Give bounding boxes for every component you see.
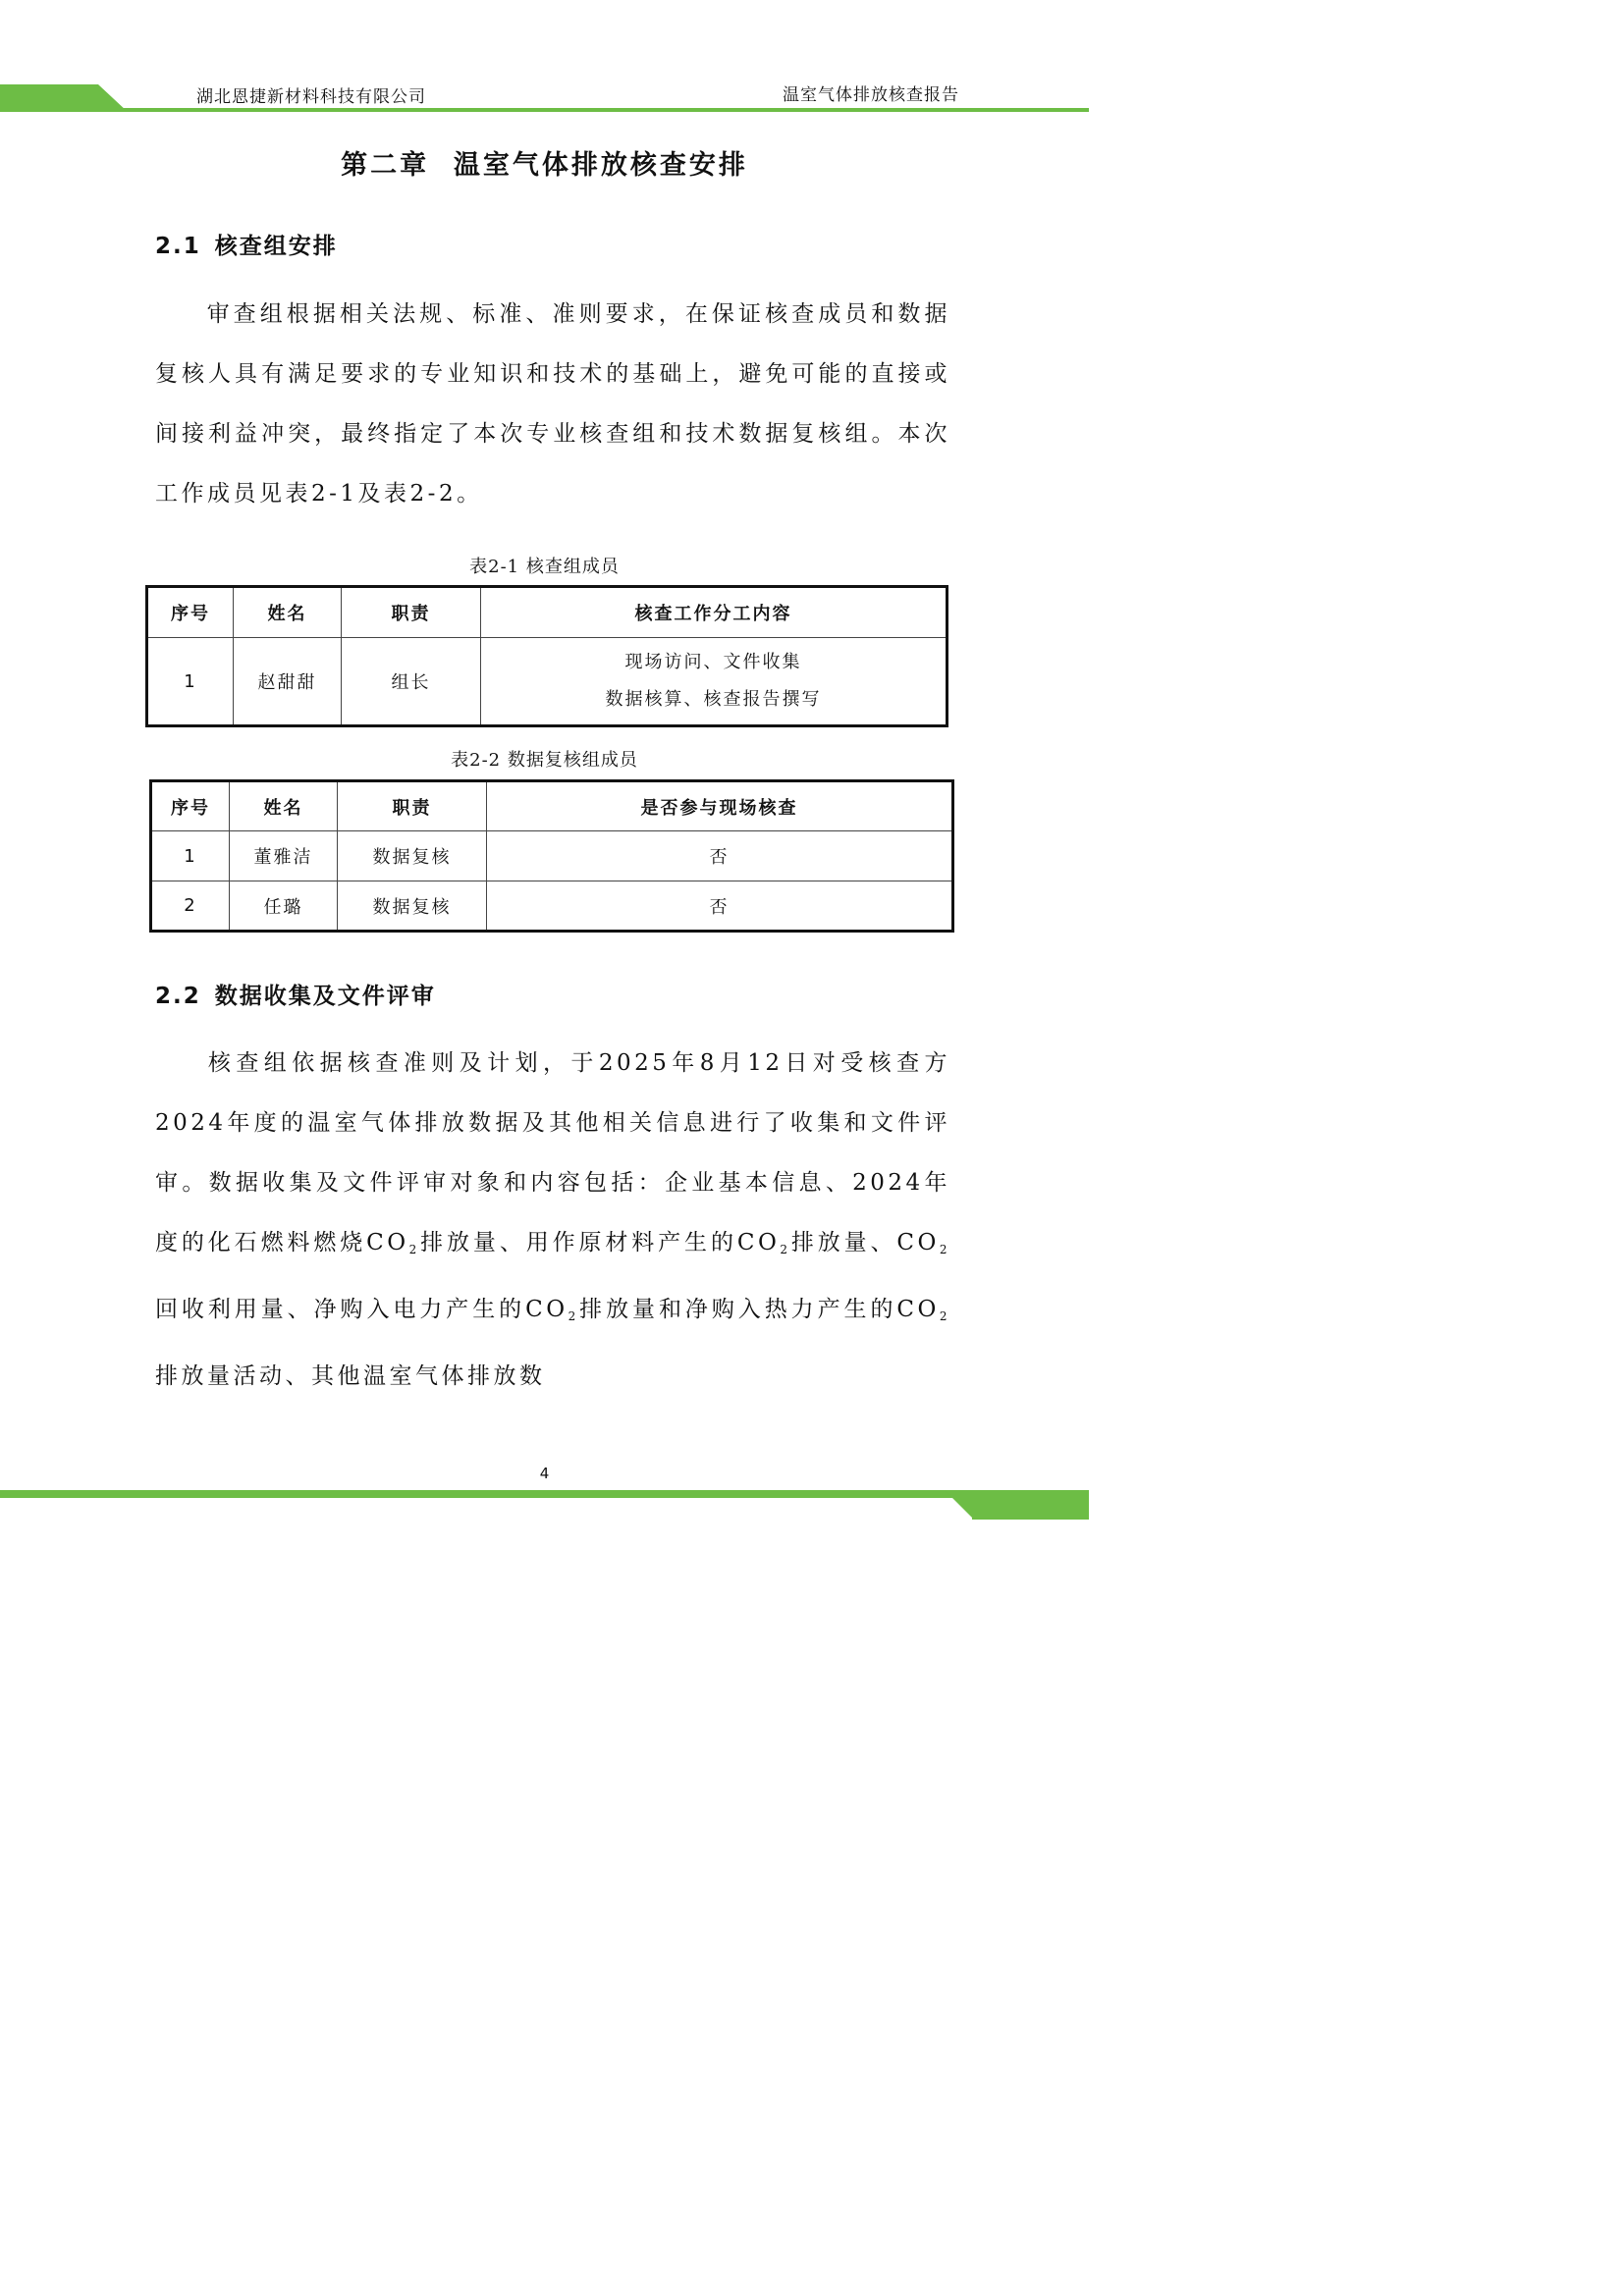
verification-team-table <box>145 585 948 727</box>
col-header: 核查工作分工内容 <box>481 587 947 638</box>
cell-name: 任璐 <box>230 881 338 932</box>
header-rule <box>98 108 1089 112</box>
header-green-block <box>0 84 98 112</box>
col-header: 姓名 <box>230 781 338 831</box>
table2-caption: 表2-2 数据复核组成员 <box>451 750 638 771</box>
cell-name: 董雅洁 <box>230 831 338 881</box>
cell-onsite: 否 <box>487 831 953 881</box>
cell-role: 数据复核 <box>338 881 487 932</box>
col-header: 序号 <box>147 587 234 638</box>
cell-role: 组长 <box>342 638 481 726</box>
col-header: 职责 <box>338 781 487 831</box>
section-title: 核查组安排 <box>214 233 338 259</box>
table-row <box>147 638 947 726</box>
data-review-team-table <box>149 779 954 933</box>
table-header-row <box>151 781 953 831</box>
duty-line: 现场访问、文件收集 <box>624 652 802 672</box>
section-number: 2.2 <box>155 984 201 1009</box>
section-heading-2-1 <box>155 228 338 260</box>
footer-green-slope <box>945 1490 974 1520</box>
cell-onsite: 否 <box>487 881 953 932</box>
paragraph-team-arrangement: 审查组根据相关法规、标准、准则要求，在保证核查成员和数据复核人具有满足要求的专业知识和技术的基础上，避免可能的直接或间接利益冲突，最终指定了本次专业核查组和技术数据复核组。本次工作成员见表2-1及表2-2。 <box>155 301 950 507</box>
table-row <box>151 881 953 932</box>
section-number: 2.1 <box>155 234 201 259</box>
section-title: 数据收集及文件评审 <box>214 983 436 1009</box>
duty-line: 数据核算、核查报告撰写 <box>605 689 822 710</box>
paragraph-data-collection: 核查组依据核查准则及计划，于2025年8月12日对受核查方2024年度的温室气体排放数据及其他相关信息进行了收集和文件评审。数据收集及文件评审对象和内容包括：企业基本信息、2024年度的化石燃料燃烧$CO_2$排放量、用作原材料产生的$CO_2$排放量、$CO_2$回收利用量、净购入电力产生的$CO_2$排放量和净购入热力产生的$CO_2$排放量活动、其他温室气体排放数 <box>155 1050 951 1389</box>
header-report-title: 温室气体排放核查报告 <box>783 85 959 105</box>
table-row <box>151 831 953 881</box>
chapter-title: 第二章 温室气体排放核查安排 <box>341 150 748 181</box>
cell-no: 1 <box>147 638 234 726</box>
cell-no: 1 <box>151 831 230 881</box>
table1-caption: 表2-1 核查组成员 <box>469 557 620 577</box>
cell-duty <box>481 638 947 726</box>
table-header-row <box>147 587 947 638</box>
cell-no: 2 <box>151 881 230 932</box>
section-heading-2-2 <box>155 978 436 1010</box>
footer-rule <box>0 1490 1089 1498</box>
col-header: 职责 <box>342 587 481 638</box>
col-header: 序号 <box>151 781 230 831</box>
col-header: 姓名 <box>234 587 342 638</box>
cell-role: 数据复核 <box>338 831 487 881</box>
header-company: 湖北恩捷新材料科技有限公司 <box>196 87 426 107</box>
cell-name: 赵甜甜 <box>234 638 342 726</box>
page-number: 4 <box>539 1465 550 1482</box>
col-header: 是否参与现场核查 <box>487 781 953 831</box>
footer-green-block <box>972 1490 1089 1520</box>
